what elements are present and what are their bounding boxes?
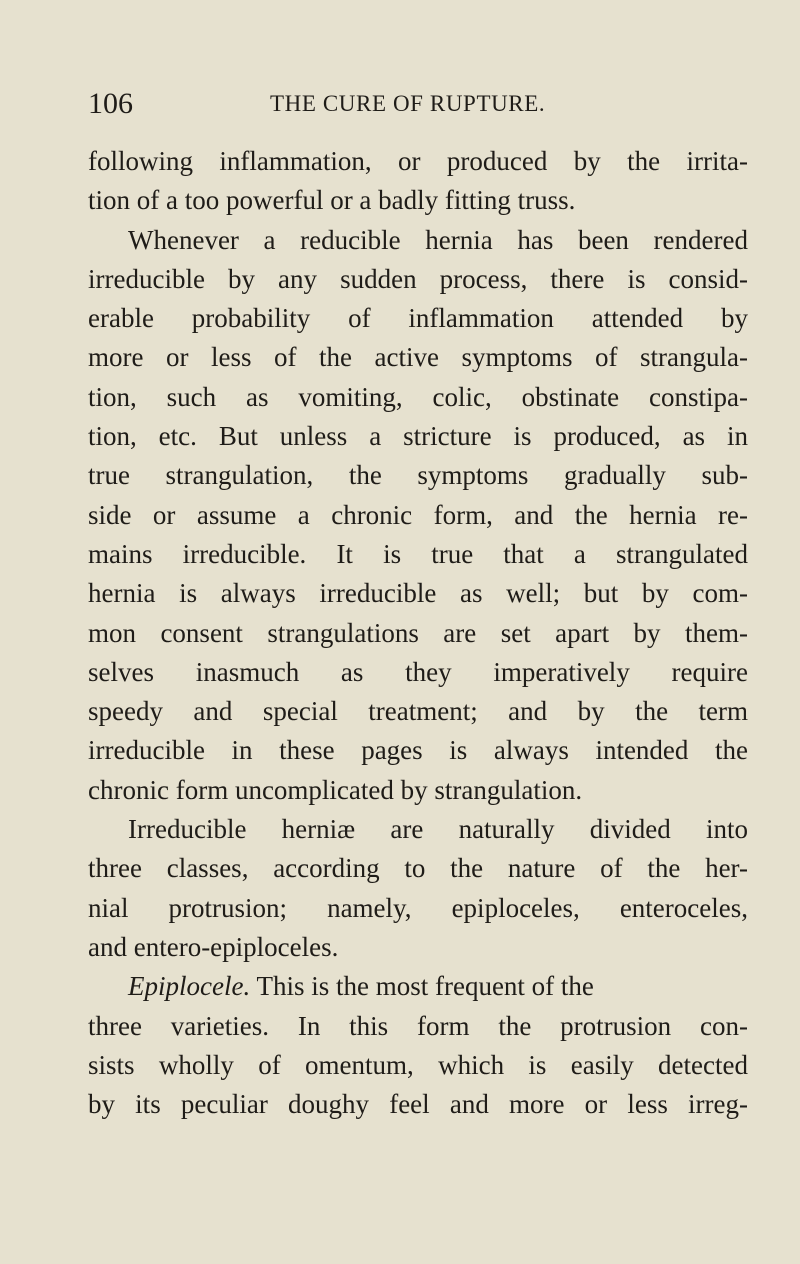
text-line: tion, such as vomiting, colic, obstinate constipa- — [88, 381, 748, 412]
text-line: Whenever a reducible hernia has been rendered — [128, 224, 748, 255]
text-line-rest: This is the most frequent of the — [256, 971, 594, 1002]
text-line: by its peculiar doughy feel and more or less irreg- — [88, 1089, 748, 1120]
text-line: true strangulation, the symptoms gradually sub- — [88, 460, 748, 491]
text-line: tion of a too powerful or a badly fitting truss. — [88, 185, 576, 216]
text-line: Irreducible herniæ are naturally divided into — [128, 814, 748, 845]
text-line: sists wholly of omentum, which is easily detected — [88, 1049, 748, 1080]
text-line: tion, etc. But unless a stricture is produced, as in — [88, 421, 748, 452]
body-text — [88, 142, 748, 1124]
text-line: and entero-epiploceles. — [88, 931, 339, 962]
text-line: irreducible by any sudden process, there is consid- — [88, 263, 748, 294]
epiplocele-heading: Epiplocele. — [128, 971, 251, 1002]
text-line: irreducible in these pages is always intended the — [88, 735, 748, 766]
text-line: nial protrusion; namely, epiploceles, enteroceles, — [88, 892, 748, 923]
text-line: speedy and special treatment; and by the term — [88, 696, 748, 727]
text-line: hernia is always irreducible as well; but by com- — [88, 578, 748, 609]
text-line: side or assume a chronic form, and the hernia re- — [88, 499, 748, 530]
text-line: three classes, according to the nature of the her- — [88, 853, 748, 884]
running-title: THE CURE OF RUPTURE. — [270, 91, 546, 116]
text-line: three varieties. In this form the protrusion con- — [88, 1010, 748, 1041]
text-line: more or less of the active symptoms of strangula- — [88, 342, 748, 373]
text-line: erable probability of inflammation attended by — [88, 303, 748, 334]
text-line: following inflammation, or produced by the irrita- — [88, 146, 748, 176]
page-number: 106 — [88, 87, 133, 120]
text-line: chronic form uncomplicated by strangulation. — [88, 774, 583, 805]
running-head — [88, 86, 740, 122]
text-line: mon consent strangulations are set apart by them- — [88, 617, 748, 648]
text-line: mains irreducible. It is true that a strangulated — [88, 538, 748, 569]
text-line: selves inasmuch as they imperatively require — [88, 656, 748, 687]
text-line-epiplocele — [88, 967, 748, 1006]
